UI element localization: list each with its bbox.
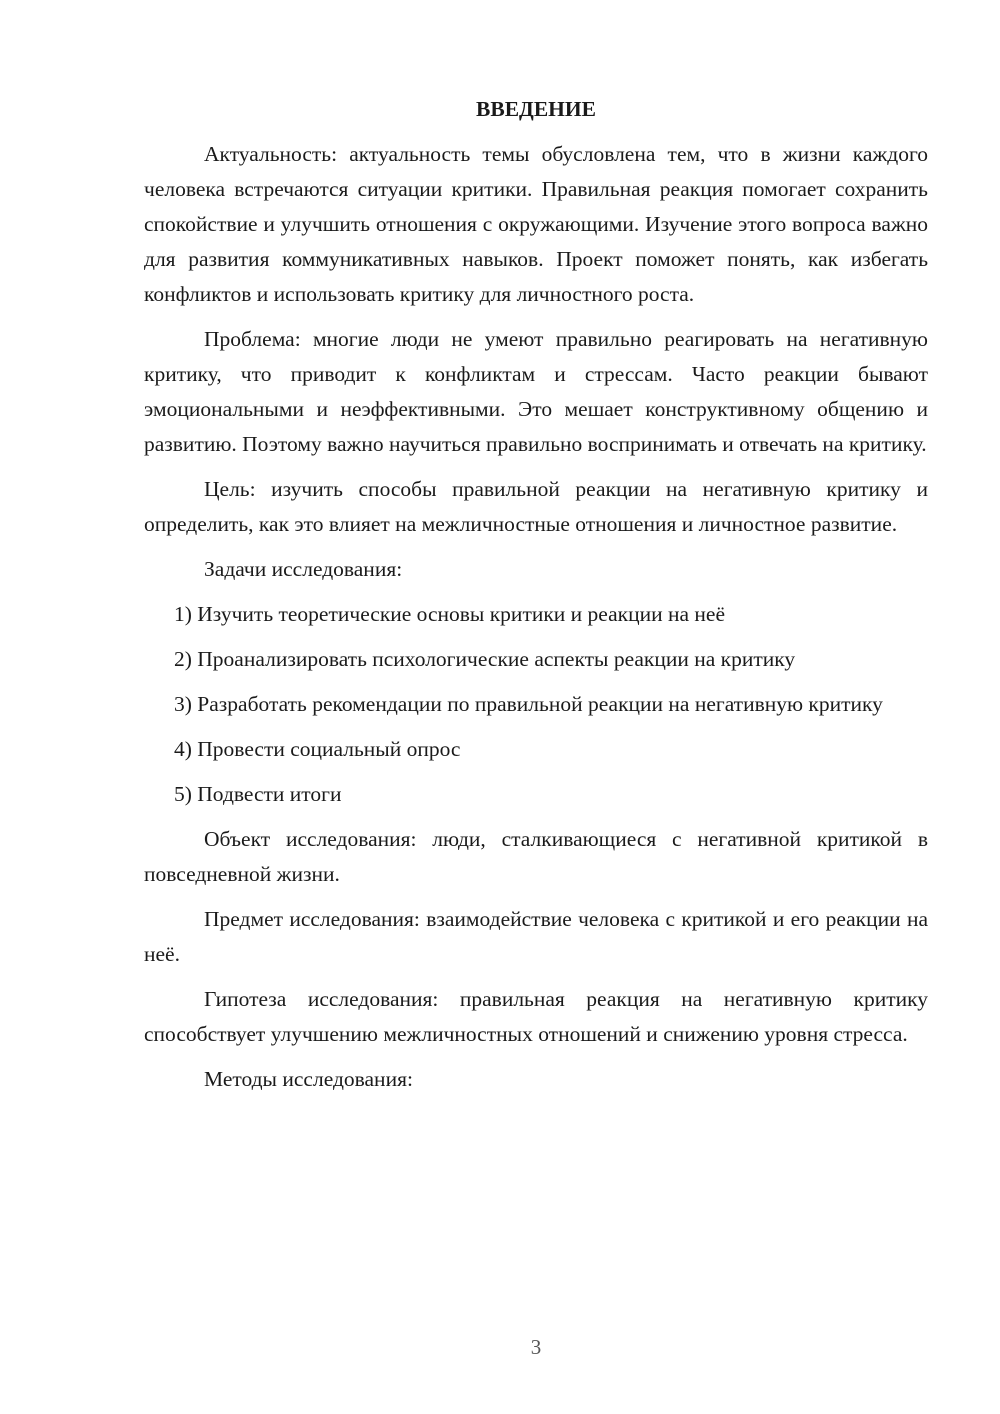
task-item-4: 4) Провести социальный опрос <box>174 737 461 761</box>
document-page <box>144 92 928 1107</box>
tasks-title: Задачи исследования: <box>204 557 403 581</box>
task-item-5: 5) Подвести итоги <box>174 782 342 806</box>
task-item-1: 1) Изучить теоретические основы критики и реакции на неё <box>174 602 726 626</box>
object-paragraph: Объект исследования: люди, сталкивающиеся с негативной критикой в повседневной жизни. <box>144 827 928 886</box>
methods-title: Методы исследования: <box>204 1067 413 1091</box>
page-title: ВВЕДЕНИЕ <box>476 97 596 121</box>
relevance-paragraph: Актуальность: актуальность темы обусловлена тем, что в жизни каждого человека встречаются ситуации критики. Правильная реакция помогает сохранить спокойствие и улучшить отношения с окружающими. Изучение этого вопроса важно для развития коммуникативных навыков. Проект поможет понять, как избегать конфликтов и использовать критику для личностного роста. <box>144 142 928 306</box>
problem-paragraph: Проблема: многие люди не умеют правильно реагировать на негативную критику, что приводит к конфликтам и стрессам. Часто реакции бывают эмоциональными и неэффективными. Это мешает конструктивному общению и развитию. Поэтому важно научиться правильно воспринимать и отвечать на критику. <box>144 327 928 456</box>
hypothesis-paragraph: Гипотеза исследования: правильная реакция на негативную критику способствует улучшению межличностных отношений и снижению уровня стресса. <box>144 987 928 1046</box>
task-item-2: 2) Проанализировать психологические аспекты реакции на критику <box>174 647 796 671</box>
task-item-3: 3) Разработать рекомендации по правильной реакции на негативную критику <box>174 692 883 716</box>
subject-paragraph: Предмет исследования: взаимодействие человека с критикой и его реакции на неё. <box>144 907 928 966</box>
goal-paragraph: Цель: изучить способы правильной реакции на негативную критику и определить, как это влияет на межличностные отношения и личностное развитие. <box>144 477 928 536</box>
page-number: 3 <box>530 1335 542 1359</box>
